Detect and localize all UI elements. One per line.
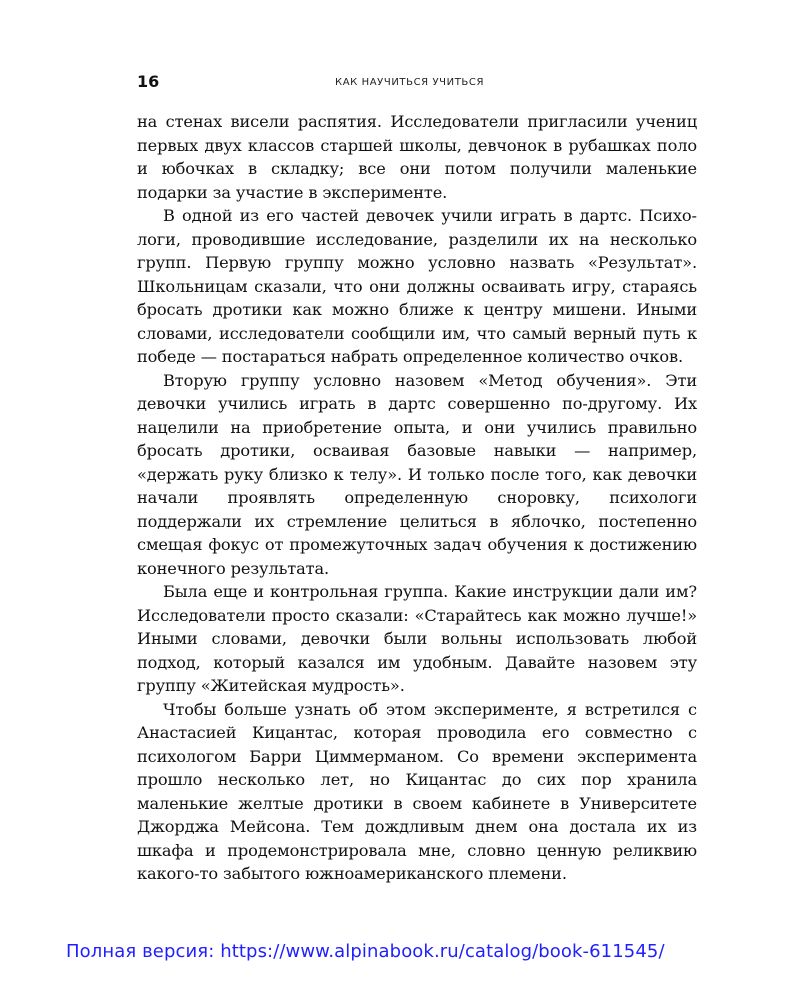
paragraph-2: В одной из его частей девочек учили играть в дартс. Психологи, проводившие исследование, разделили их на несколько групп. Первую группу можно условно назвать «Результат». Школьницам сказали, что они должны осваивать игру, стараясь бросать дротики как можно ближе к центру мишени. Иными словами, исследователи сообщили им, что самый верный путь к победе — постараться набрать определенное количество очков. — [137, 206, 697, 366]
paragraph-4: Была еще и контрольная группа. Какие инструкции дали им? Исследователи просто сказали: «Старайтесь как можно лучше!» Иными словами, девочки были вольны использовать любой подход, который казался им удобным. Давайте назовем эту группу «Житейская мудрость». — [137, 582, 697, 695]
running-title: КАК НАУЧИТЬСЯ УЧИТЬСЯ — [335, 77, 485, 88]
paragraph-5: Чтобы больше узнать об этом эксперименте, я встретился с Анастасией Кицантас, которая проводила его совместно с психологом Барри Циммерманом. Со времени эксперимента прошло несколько лет, но Кицантас до сих пор хранила маленькие желтые дротики в своем кабинете в Университете Джорджа Мейсона. Тем дождливым днем она достала их из шкафа и продемонстрировала мне, словно ценную реликвию какого-то забытого южноамериканского племени. — [137, 699, 697, 883]
body-text — [137, 110, 697, 886]
running-head — [137, 72, 697, 96]
page-number: 16 — [137, 72, 160, 91]
full-version-link[interactable]: Полная версия: https://www.alpinabook.ru/catalog/book-611545/ — [66, 941, 665, 962]
paragraph-3: Вторую группу условно назовем «Метод обучения». Эти девочки учились играть в дартс совершенно по-другому. Их нацелили на приобретение опыта, и они учились правильно бросать дротики, осваивая базовые навыки — например, «держать руку близко к телу». И только после того, как девочки начали проявлять определенную сноровку, психологи поддержали их стремление целиться в яблочко, постепенно смещая фокус от промежуточных задач обучения к достижению конечного результата. — [137, 370, 697, 578]
paragraph-1: на стенах висели распятия. Исследователи пригласили учениц первых двух классов старшей школы, девчонок в рубашках поло и юбочках в складку; все они потом получили маленькие подарки за участие в эксперименте. — [137, 112, 697, 202]
